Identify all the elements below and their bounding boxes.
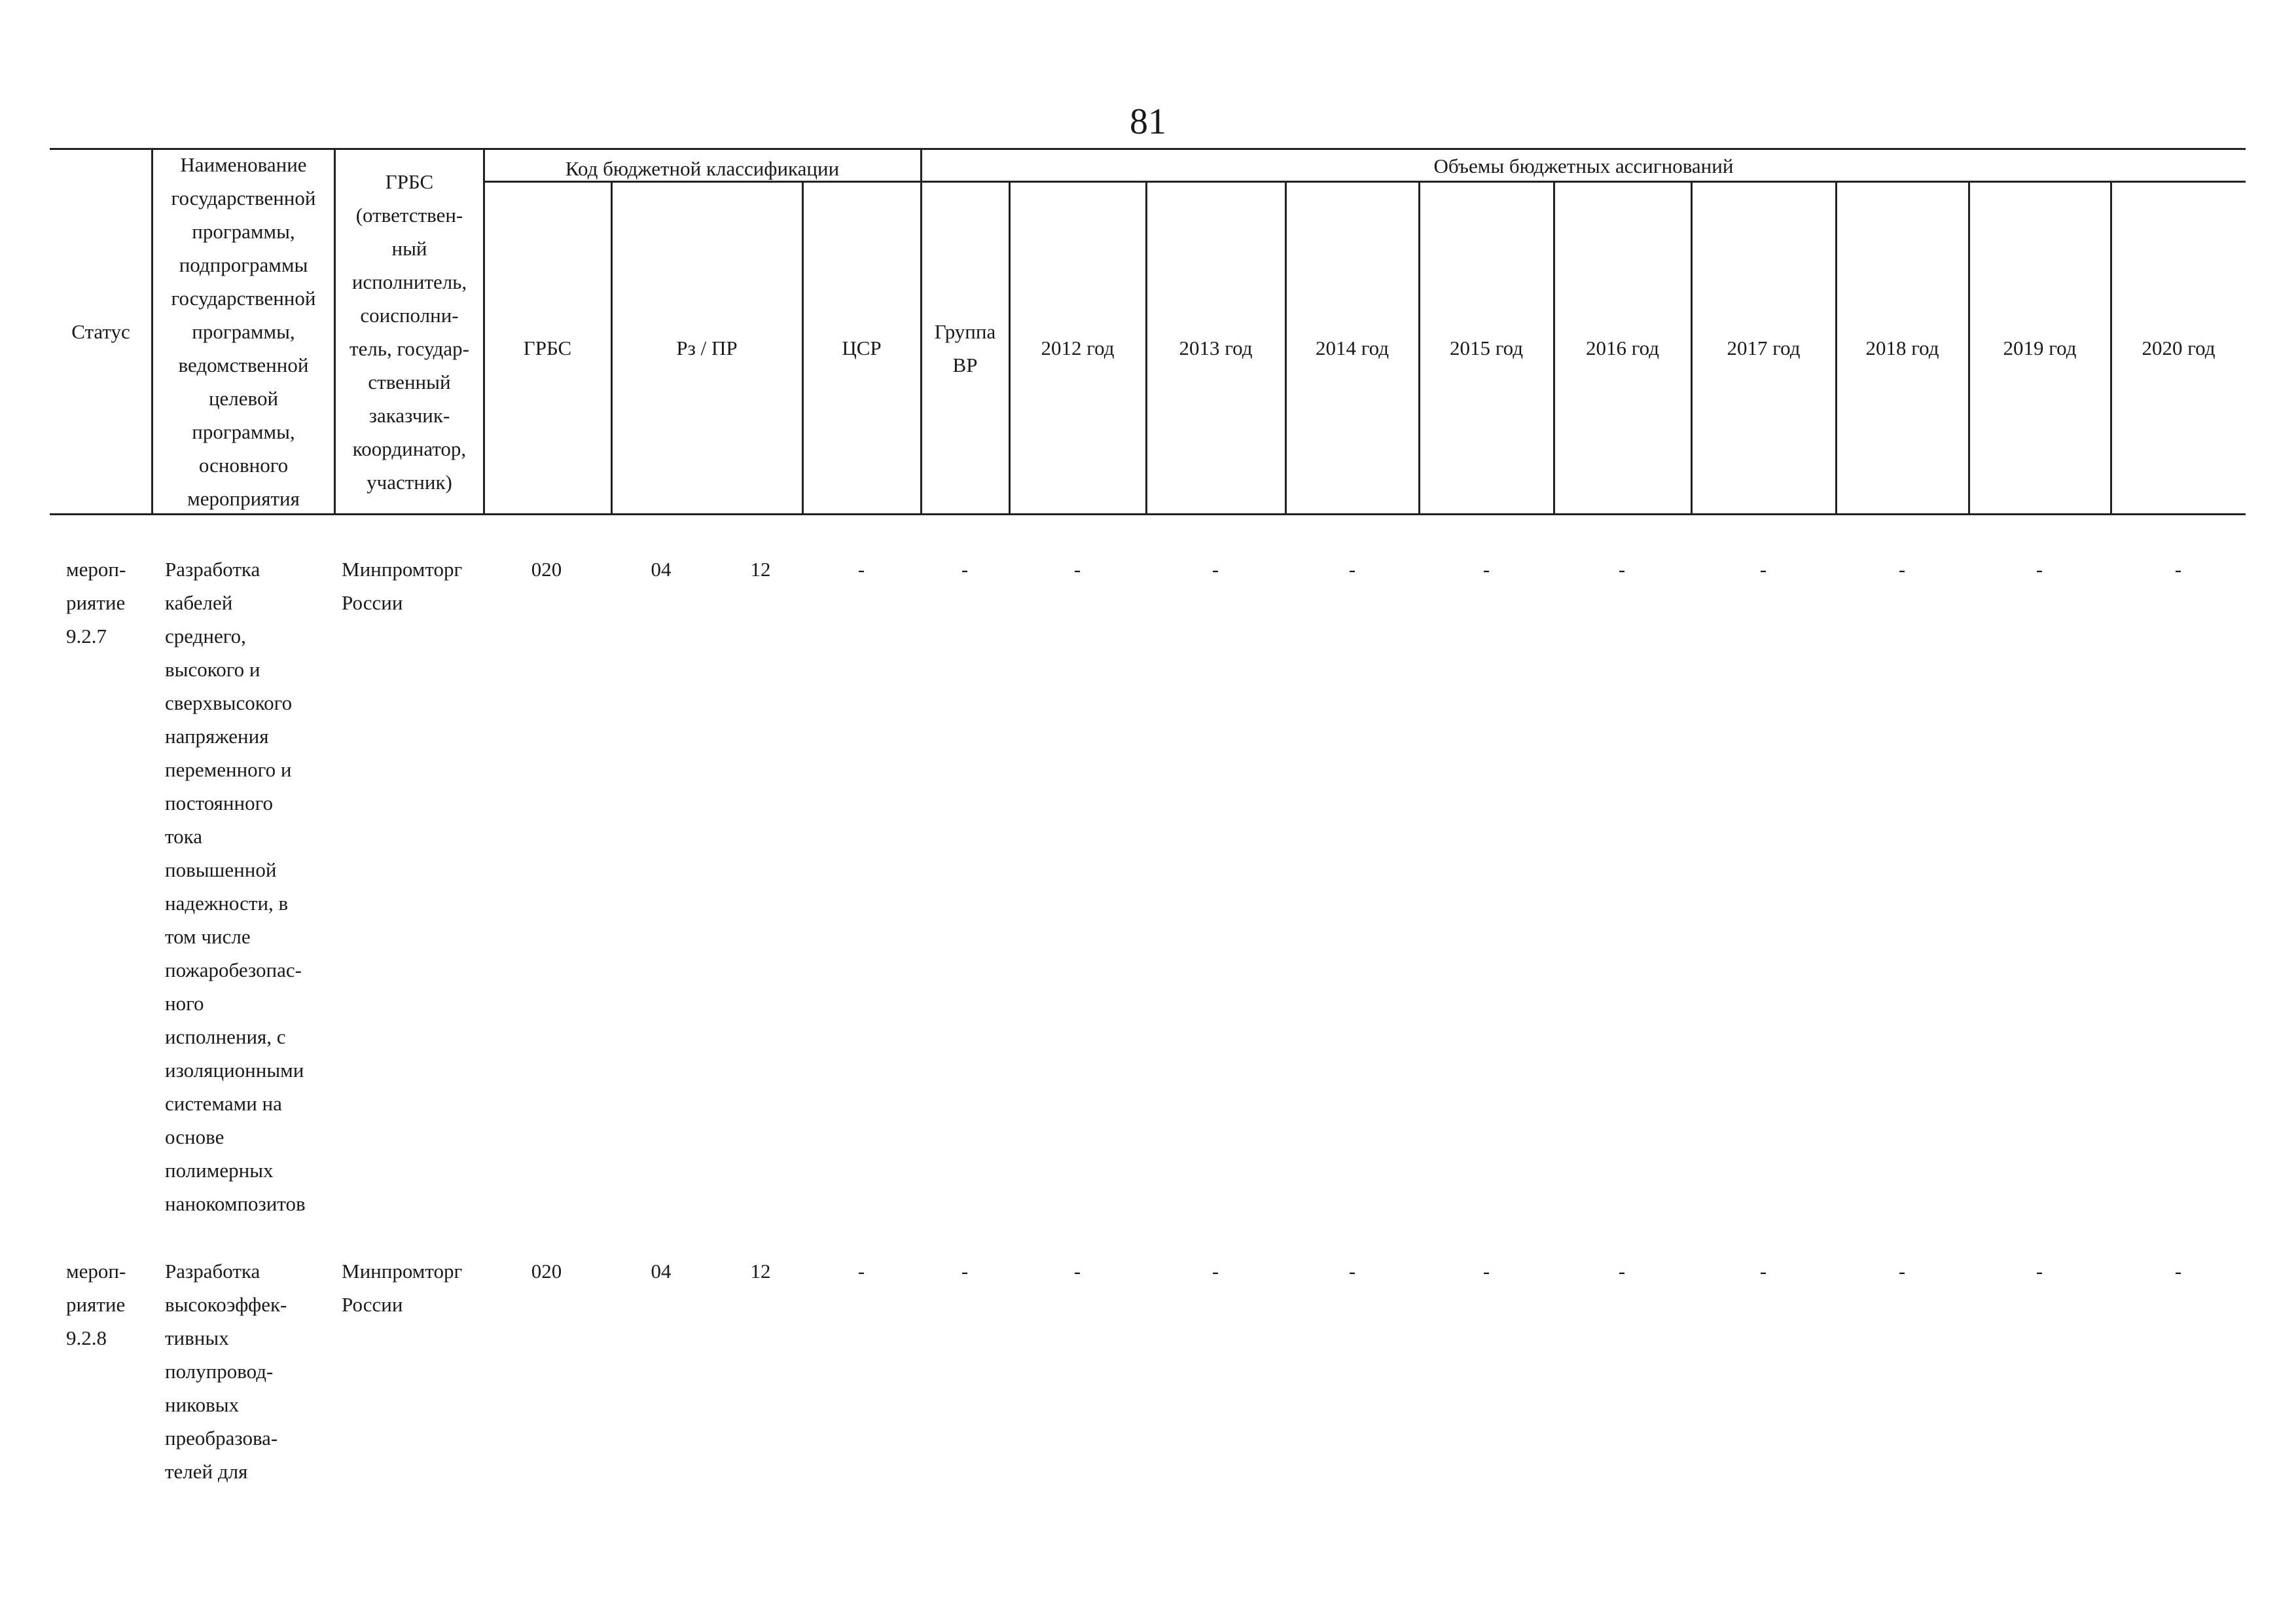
row-year-value: - [1482, 1260, 1490, 1283]
header-year: 2019 год [2003, 337, 2077, 359]
row-name: Разработка высокоэффек- тивных полупровод- никовых преобразова- телей для [165, 1260, 287, 1483]
row-grbs-name: Минпромторг России [342, 558, 463, 614]
row-year-value: - [2036, 558, 2043, 581]
header-year: 2020 год [2142, 337, 2215, 359]
row-year-value: - [1348, 558, 1356, 581]
row-name: Разработка кабелей среднего, высокого и сверхвысокого напряжения переменного и постоянного тока повышенной надежности, в том числе пожаробезопас- ного исполнения, с изоляционными системами на основе полимерных нанокомпозитов [165, 558, 306, 1215]
row-rz-code: 04 [651, 558, 672, 581]
header-year: 2017 год [1727, 337, 1801, 359]
row-rz-code: 04 [651, 1260, 672, 1283]
header-budget-code-group: Код бюджетной классификации [565, 157, 840, 180]
row-grbs-code: 020 [531, 558, 562, 581]
row-csr: - [857, 558, 865, 581]
row-year-value: - [1759, 1260, 1767, 1283]
header-grbs: ГРБС [523, 337, 572, 359]
row-year-value: - [1759, 558, 1767, 581]
row-year-value: - [1618, 1260, 1626, 1283]
row-year-value: - [1073, 558, 1081, 581]
row-year-value: - [1482, 558, 1490, 581]
page-number: 81 [1130, 101, 1166, 142]
row-year-value: - [1618, 558, 1626, 581]
row-year-value: - [1211, 558, 1219, 581]
row-pr-code: 12 [750, 1260, 771, 1283]
row-status: мероп- риятие 9.2.7 [66, 558, 126, 647]
header-csr: ЦСР [842, 337, 882, 359]
row-year-value: - [2174, 1260, 2182, 1283]
header-status: Статус [71, 320, 130, 343]
row-year-value: - [1073, 1260, 1081, 1283]
header-year: 2014 год [1315, 337, 1390, 359]
row-grbs-code: 020 [531, 1260, 562, 1283]
row-year-value: - [1348, 1260, 1356, 1283]
row-grbs-name: Минпромторг России [342, 1260, 463, 1316]
row-year-value: - [2036, 1260, 2043, 1283]
header-bottom-rule [50, 513, 2246, 515]
row-status: мероп- риятие 9.2.8 [66, 1260, 126, 1349]
header-budget-volumes-group: Объемы бюджетных ассигнований [1433, 155, 1734, 177]
header-group-vr: Группа ВР [934, 319, 996, 376]
header-program-name: Наименование государственной программы, подпрограммы государственной программы, ведомственной целевой программы, основного мероприятия [171, 153, 316, 510]
header-year: 2018 год [1865, 337, 1939, 359]
row-year-value: - [1898, 1260, 1906, 1283]
row-year-value: - [1898, 558, 1906, 581]
header-rz-pr: Рз / ПР [676, 337, 738, 359]
row-year-value: - [1211, 1260, 1219, 1283]
header-year: 2016 год [1585, 337, 1660, 359]
row-year-value: - [2174, 558, 2182, 581]
header-grbs-responsible: ГРБС (ответствен- ный исполнитель, соисполни- тель, государ- ственный заказчик- координатор, участник) [350, 170, 469, 494]
header-year: 2015 год [1449, 337, 1524, 359]
row-group-vr: - [961, 1260, 969, 1283]
header-year: 2012 год [1041, 337, 1115, 359]
header-year: 2013 год [1179, 337, 1253, 359]
row-csr: - [857, 1260, 865, 1283]
row-pr-code: 12 [750, 558, 771, 581]
row-group-vr: - [961, 558, 969, 581]
